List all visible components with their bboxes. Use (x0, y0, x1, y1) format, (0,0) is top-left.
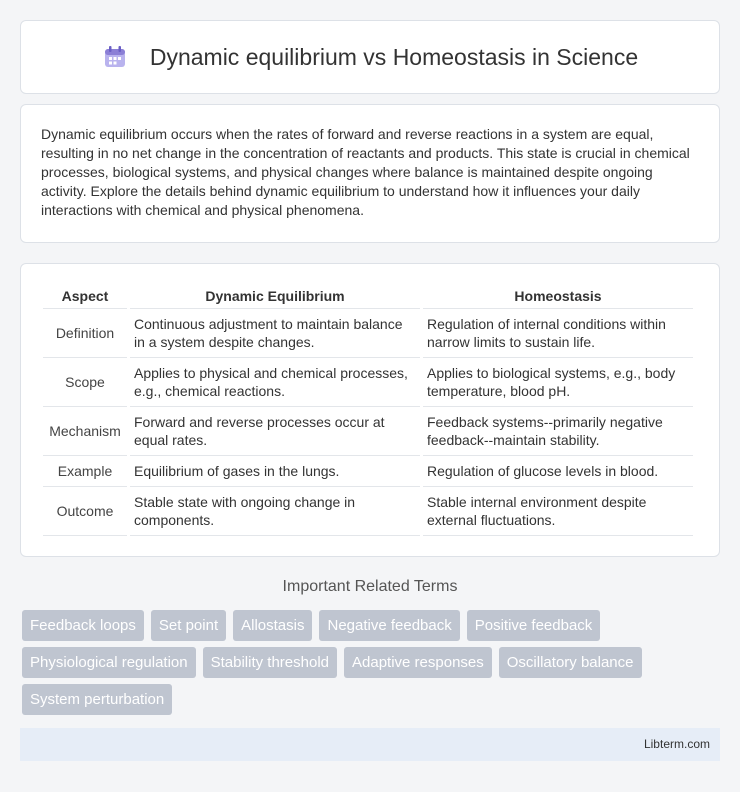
term-tag[interactable]: Allostasis (233, 610, 312, 641)
row-dynamic-equilibrium: Equilibrium of gases in the lungs. (130, 456, 420, 487)
intro-text: Dynamic equilibrium occurs when the rates of forward and reverse reactions in a system are equal, resulting in no net change in the concentration of reactants and products. This state is crucial in chemical processes, biological systems, and physical changes where balance is maintained despite ongoing activity. Explore the details behind dynamic equilibrium to understand how it influences your daily interactions with chemical and physical phenomena. (41, 126, 690, 218)
term-tag[interactable]: Stability threshold (203, 647, 337, 678)
term-tag[interactable]: Positive feedback (467, 610, 601, 641)
row-aspect: Mechanism (43, 407, 127, 456)
row-homeostasis: Feedback systems--primarily negative feedback--maintain stability. (423, 407, 693, 456)
page-title: Dynamic equilibrium vs Homeostasis in Science (149, 43, 639, 70)
footer-site-link[interactable]: Libterm.com (643, 737, 710, 751)
header-dynamic-equilibrium: Dynamic Equilibrium (130, 284, 420, 309)
term-tag[interactable]: Set point (151, 610, 226, 641)
related-terms-title: Important Related Terms (282, 578, 458, 595)
related-terms-list (22, 610, 722, 721)
row-dynamic-equilibrium: Forward and reverse processes occur at equal rates. (130, 407, 420, 456)
comparison-card (20, 263, 720, 557)
table-row (43, 487, 693, 536)
term-tag[interactable]: Physiological regulation (22, 647, 196, 678)
header-aspect: Aspect (43, 284, 127, 309)
row-aspect: Example (43, 456, 127, 487)
table-row (43, 358, 693, 407)
table-row (43, 407, 693, 456)
intro-card (20, 104, 720, 243)
table-row (43, 456, 693, 487)
row-dynamic-equilibrium: Continuous adjustment to maintain balance in a system despite changes. (130, 309, 420, 358)
row-homeostasis: Stable internal environment despite external fluctuations. (423, 487, 693, 536)
footer (20, 728, 720, 761)
term-tag[interactable]: Oscillatory balance (499, 647, 642, 678)
term-tag[interactable]: System perturbation (22, 684, 172, 715)
term-tag[interactable]: Adaptive responses (344, 647, 492, 678)
calendar-icon (102, 44, 128, 70)
row-aspect: Outcome (43, 487, 127, 536)
term-tag[interactable]: Negative feedback (319, 610, 459, 641)
comparison-table (40, 284, 696, 536)
term-tag[interactable]: Feedback loops (22, 610, 144, 641)
row-homeostasis: Regulation of internal conditions within narrow limits to sustain life. (423, 309, 693, 358)
row-aspect: Definition (43, 309, 127, 358)
row-homeostasis: Regulation of glucose levels in blood. (423, 456, 693, 487)
row-aspect: Scope (43, 358, 127, 407)
header-homeostasis: Homeostasis (423, 284, 693, 309)
table-row (43, 309, 693, 358)
row-homeostasis: Applies to biological systems, e.g., body temperature, blood pH. (423, 358, 693, 407)
table-header-row (43, 284, 693, 309)
row-dynamic-equilibrium: Stable state with ongoing change in components. (130, 487, 420, 536)
header-card (20, 20, 720, 94)
row-dynamic-equilibrium: Applies to physical and chemical processes, e.g., chemical reactions. (130, 358, 420, 407)
